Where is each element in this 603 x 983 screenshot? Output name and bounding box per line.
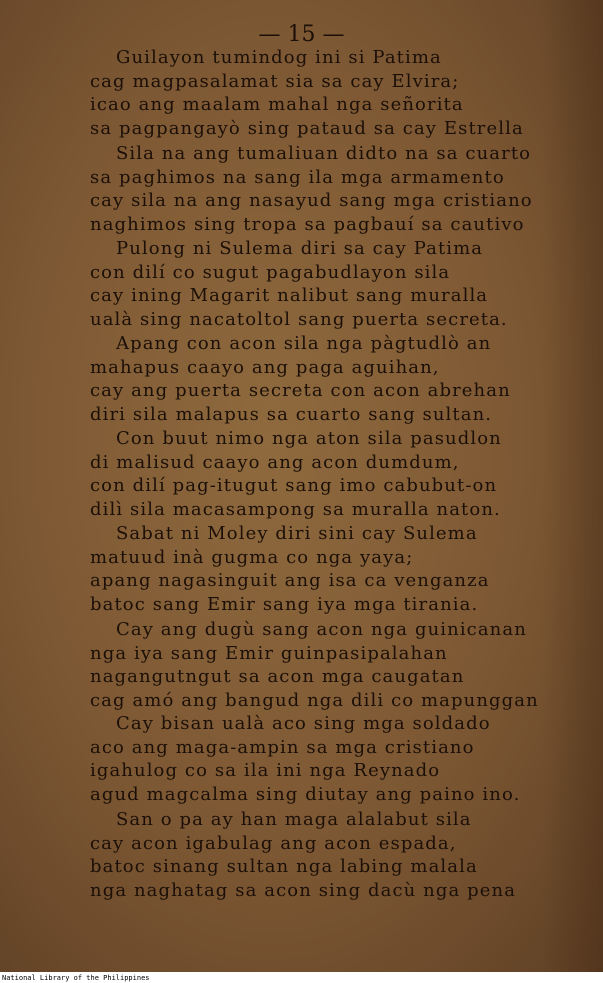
- stanza-4: [0, 332, 603, 426]
- verse-line: Cay bisan ualà aco sing mga soldado: [116, 713, 491, 734]
- verse-line: cay ang puerta secreta con acon abrehan: [90, 380, 511, 402]
- verse-line: agud magcalma sing diutay ang paino ino.: [90, 783, 521, 805]
- verse-line: naghimos sing tropa sa pagbauí sa cautivo: [90, 213, 525, 235]
- verse-line: Sabat ni Moley diri sini cay Sulema: [116, 523, 478, 544]
- verse-line: matuud inà gugma co nga yaya;: [90, 546, 414, 568]
- verse-line: cay sila na ang nasayud sang mga cristiano: [90, 190, 533, 212]
- verse-line: nagangutngut sa acon mga caugatan: [90, 666, 465, 688]
- verse-line: icao ang maalam mahal nga señorita: [90, 94, 464, 116]
- verse-line: Cay ang dugù sang acon nga guinicanan: [116, 619, 527, 640]
- verse-line: nga iya sang Emir guinpasipalahan: [90, 642, 448, 664]
- verse-line: nga naghatag sa acon sing dacù nga pena: [90, 879, 517, 901]
- verse-line: batoc sang Emir sang iya mga tirania.: [90, 593, 479, 615]
- page-number: — 15 —: [258, 22, 345, 47]
- verse-line: cag amó ang bangud nga dili co mapunggan: [90, 689, 539, 711]
- library-credit: National Library of the Philippines: [2, 974, 150, 982]
- stanza-7: [0, 618, 603, 712]
- verse-line: San o pa ay han maga alalabut sila: [116, 809, 472, 830]
- verse-line: dilì sila macasampong sa muralla naton.: [90, 498, 501, 520]
- verse-line: Pulong ni Sulema diri sa cay Patima: [116, 238, 484, 259]
- verse-line: mahapus caayo ang paga aguihan,: [90, 356, 440, 378]
- verse-line: diri sila malapus sa cuarto sang sultan.: [90, 403, 493, 425]
- verse-line: ualà sing nacatoltol sang puerta secreta.: [90, 308, 508, 330]
- verse-line: cay acon igabulag ang acon espada,: [90, 832, 457, 854]
- stanza-3: [0, 237, 603, 331]
- stanza-8: [0, 712, 603, 806]
- stanza-9: [0, 808, 603, 902]
- verse-line: aco ang maga-ampin sa mga cristiano: [90, 736, 475, 758]
- verse-line: Apang con acon sila nga pàgtudlò an: [116, 333, 492, 354]
- scan-footer: [0, 973, 603, 983]
- verse-line: apang nagasinguit ang isa ca venganza: [90, 570, 490, 592]
- verse-line: Con buut nimo nga aton sila pasudlon: [116, 428, 502, 449]
- verse-line: cay ining Magarit nalibut sang muralla: [90, 285, 489, 307]
- stanza-2: [0, 142, 603, 236]
- verse-line: igahulog co sa ila ini nga Reynado: [90, 760, 441, 782]
- verse-line: cag magpasalamat sia sa cay Elvira;: [90, 70, 460, 92]
- stanza-1: [0, 46, 603, 140]
- verse-line: sa pagpangayò sing pataud sa cay Estrella: [90, 117, 524, 139]
- verse-line: con dilí pag-itugut sang imo cabubut-on: [90, 475, 498, 497]
- verse-line: con dilí co sugut pagabudlayon sila: [90, 261, 451, 283]
- stanza-6: [0, 522, 603, 616]
- verse-line: Sila na ang tumaliuan didto na sa cuarto: [116, 143, 532, 164]
- verse-line: sa paghimos na sang ila mga armamento: [90, 166, 505, 188]
- verse-line: batoc sinang sultan nga labing malala: [90, 856, 478, 878]
- verse-line: di malisud caayo ang acon dumdum,: [90, 451, 460, 473]
- verse-line: Guilayon tumindog ini si Patima: [116, 47, 442, 68]
- stanza-5: [0, 427, 603, 521]
